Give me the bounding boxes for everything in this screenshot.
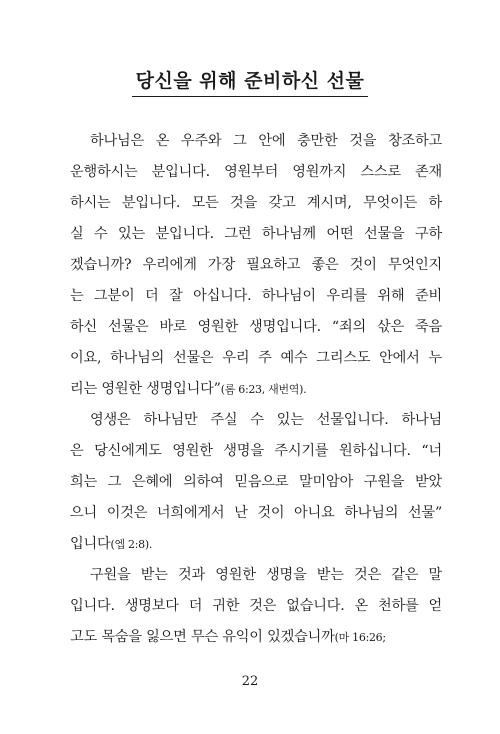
text-line — [70, 312, 442, 343]
line-text: 겠습니까? 우리에게 가장 필요하고 좋은 것이 무엇인지 — [70, 257, 442, 273]
line-text: 리는 영원한 생명입니다” — [70, 381, 221, 397]
page-number: 22 — [241, 674, 259, 689]
line-text: 희는 그 은혜에 의하여 믿음으로 말미암아 구원을 받았 — [70, 474, 442, 490]
text-line — [70, 126, 442, 157]
text-line — [70, 405, 442, 436]
scripture-reference: (마 16:26; — [334, 631, 386, 644]
scripture-reference: (엡 2:8). — [110, 538, 153, 551]
text-line — [70, 529, 442, 560]
line-text: 하시는 분입니다. 모든 것을 갖고 계시며, 무엇이든 하 — [70, 195, 442, 211]
line-text: 실 수 있는 분입니다. 그런 하나님께 어떤 선물을 구하 — [70, 226, 442, 242]
text-line — [70, 343, 442, 374]
text-line — [70, 436, 442, 467]
text-line — [70, 157, 442, 188]
line-text: 으니 이것은 너희에게서 난 것이 아니요 하나님의 선물” — [70, 505, 442, 521]
paragraph-3 — [70, 560, 442, 653]
line-text: 입니다 — [70, 536, 111, 552]
page-title — [0, 66, 500, 97]
line-text: 고도 목숨을 잃으면 무슨 유익이 있겠습니까 — [70, 629, 335, 645]
text-line — [70, 498, 442, 529]
line-text: 운행하시는 분입니다. 영원부터 영원까지 스스로 존재 — [70, 164, 442, 180]
line-text: 영생은 하나님만 주실 수 있는 선물입니다. 하나님 — [90, 412, 442, 428]
page-title-text: 당신을 위해 준비하신 선물 — [132, 66, 369, 97]
text-line — [70, 560, 442, 591]
line-text: 입니다. 생명보다 더 귀한 것은 없습니다. 온 천하를 얻 — [70, 598, 442, 614]
text-line — [70, 374, 442, 405]
text-line — [70, 188, 442, 219]
text-line — [70, 591, 442, 622]
line-text: 이요, 하나님의 선물은 우리 주 예수 그리스도 안에서 누 — [70, 350, 442, 366]
text-line — [70, 250, 442, 281]
line-text: 하나님은 온 우주와 그 안에 충만한 것을 창조하고 — [90, 133, 442, 149]
line-text: 구원을 받는 것과 영원한 생명을 받는 것은 같은 말 — [90, 567, 442, 583]
body-text — [70, 126, 442, 653]
line-text: 는 그분이 더 잘 아십니다. 하나님이 우리를 위해 준비 — [70, 288, 442, 304]
paragraph-2 — [70, 405, 442, 560]
text-line — [70, 467, 442, 498]
line-text: 하신 선물은 바로 영원한 생명입니다. “죄의 삯은 죽음 — [70, 319, 442, 335]
text-line — [70, 219, 442, 250]
scripture-reference: (롬 6:23, 새번역). — [220, 383, 307, 396]
line-text: 은 당신에게도 영원한 생명을 주시기를 원하십니다. “너 — [70, 443, 442, 459]
text-line — [70, 281, 442, 312]
paragraph-1 — [70, 126, 442, 405]
text-line — [70, 622, 442, 653]
